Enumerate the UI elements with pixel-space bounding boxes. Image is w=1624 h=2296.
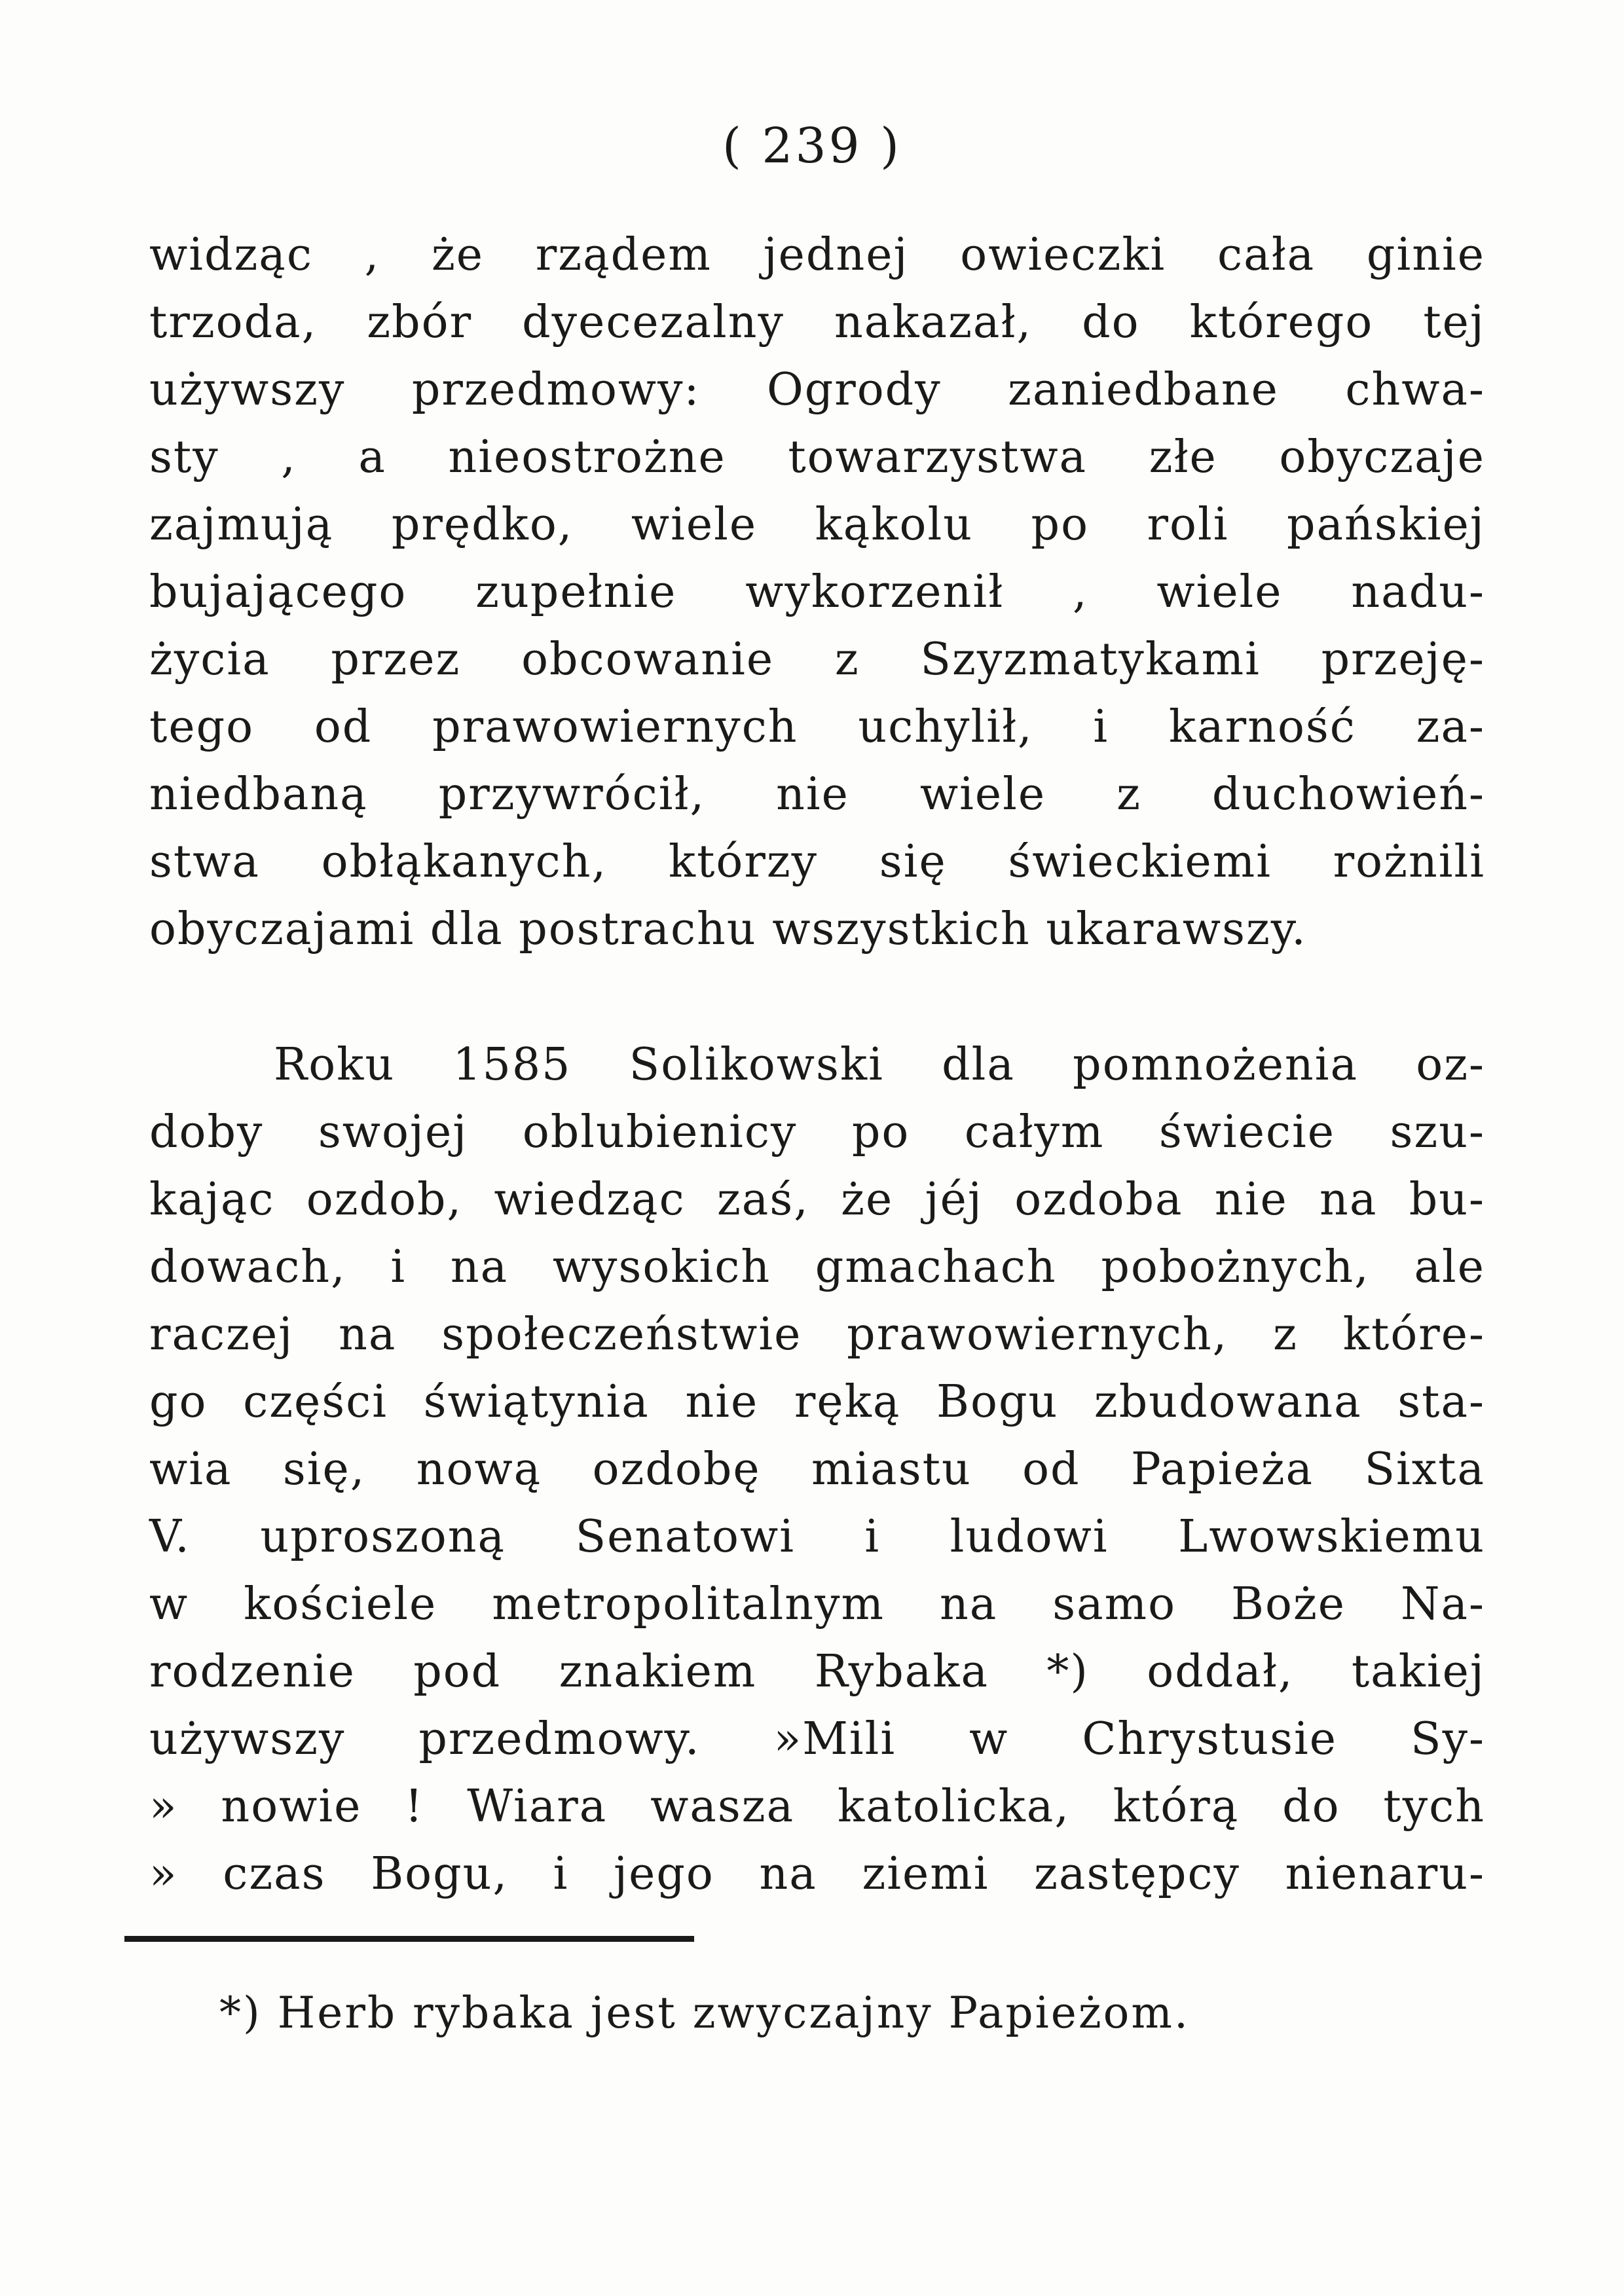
text-line: w kościele metropolitalnym na samo Boże Na- <box>149 1578 1485 1630</box>
text-line: V. uproszoną Senatowi i ludowi Lwowskiemu <box>149 1511 1485 1563</box>
text-line: tego od prawowiernych uchylił, i karność za- <box>149 701 1485 753</box>
text-line: zajmują prędko, wiele kąkolu po roli pańskiej <box>149 499 1485 551</box>
text-line: raczej na społeczeństwie prawowiernych, z które- <box>149 1309 1485 1360</box>
text-line: widząc , że rządem jednej owieczki cała ginie <box>149 229 1485 281</box>
footnote: *) Herb rybaka jest zwyczajny Papieżom. <box>219 1988 1190 2038</box>
page-number: ( 239 ) <box>722 118 902 174</box>
text-line: » nowie ! Wiara wasza katolicka, którą do tych <box>149 1781 1485 1832</box>
text-line: Roku 1585 Solikowski dla pomnożenia oz- <box>274 1039 1485 1091</box>
text-line: rodzenie pod znakiem Rybaka *) oddał, takiej <box>149 1646 1485 1698</box>
text-line: wia się, nową ozdobę miastu od Papieża Sixta <box>149 1444 1485 1495</box>
text-line: stwa obłąkanych, którzy się świeckiemi rożnili <box>149 836 1485 888</box>
text-line: dowach, i na wysokich gmachach pobożnych, ale <box>149 1241 1485 1293</box>
text-line: obyczajami dla postrachu wszystkich ukarawszy. <box>149 903 1307 955</box>
text-line: doby swojej oblubienicy po całym świecie szu- <box>149 1106 1485 1158</box>
text-line: go części świątynia nie ręką Bogu zbudowana sta- <box>149 1376 1485 1428</box>
text-line: » czas Bogu, i jego na ziemi zastępcy nienaru- <box>149 1848 1485 1900</box>
paragraph-1 <box>149 221 1485 963</box>
text-line: używszy przedmowy. »Mili w Chrystusie Sy- <box>149 1713 1485 1765</box>
text-line: sty , a nieostrożne towarzystwa złe obyczaje <box>149 431 1485 483</box>
text-line: używszy przedmowy: Ogrody zaniedbane chwa- <box>149 364 1485 416</box>
text-line: życia przez obcowanie z Szyzmatykami przeję- <box>149 634 1485 685</box>
footnote-divider <box>124 1936 694 1942</box>
text-line: bujającego zupełnie wykorzenił , wiele nadu- <box>149 566 1485 618</box>
paragraph-2 <box>149 1031 1485 1908</box>
text-line: kając ozdob, wiedząc zaś, że jéj ozdoba nie na bu- <box>149 1174 1485 1226</box>
text-line: niedbaną przywrócił, nie wiele z duchowień- <box>149 769 1485 820</box>
text-line: trzoda, zbór dyecezalny nakazał, do którego tej <box>149 297 1485 348</box>
